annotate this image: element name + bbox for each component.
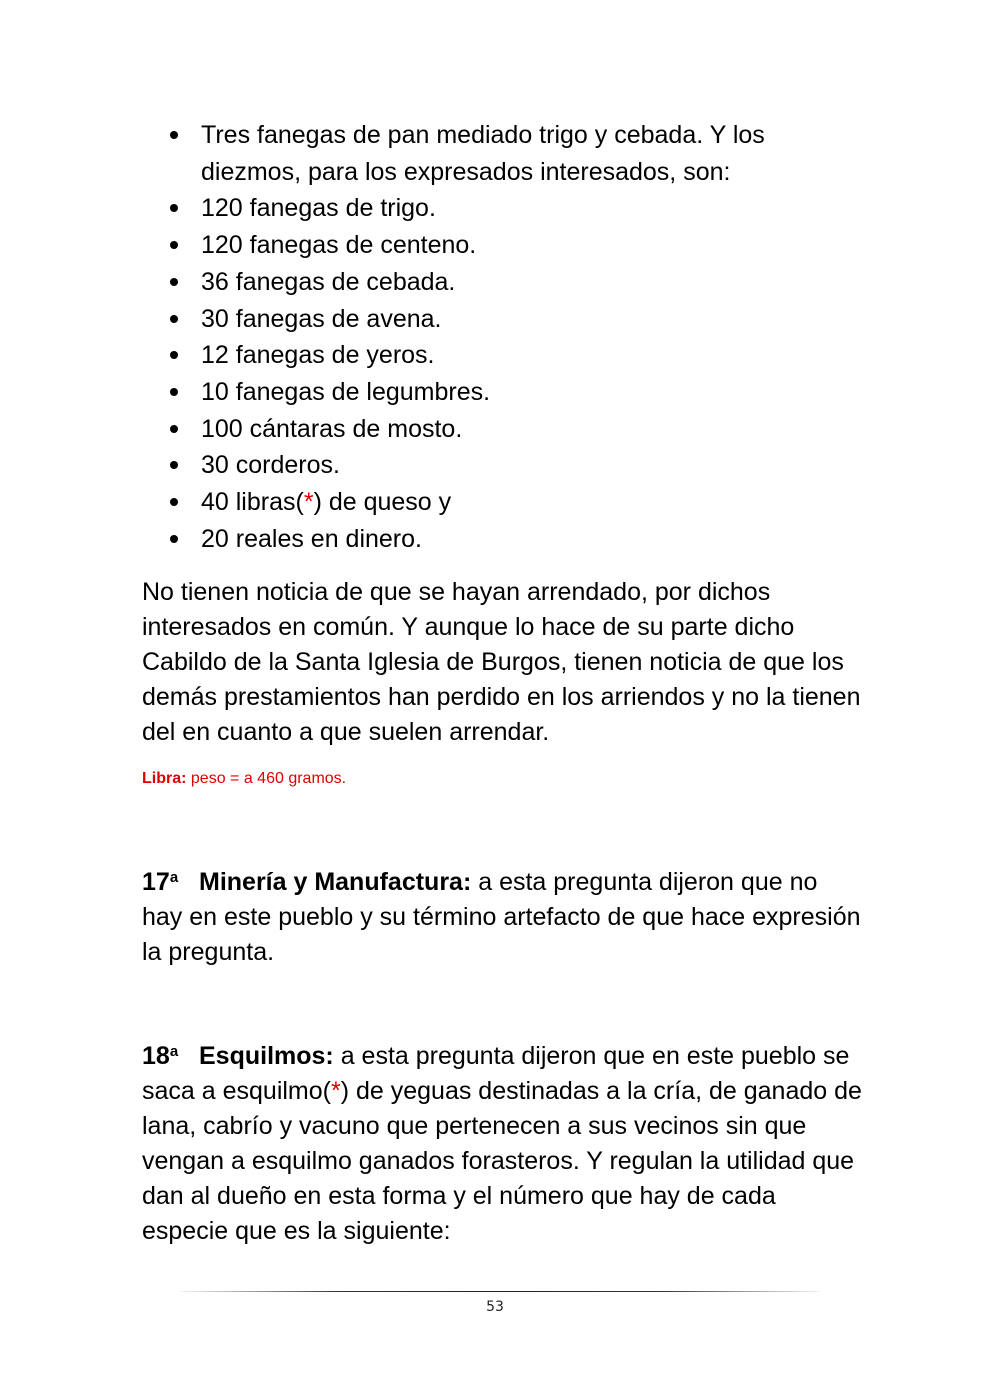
section-heading: Esquilmos: xyxy=(199,1042,334,1070)
list-item-text: 10 fanegas de legumbres. xyxy=(201,377,491,406)
bullet-icon xyxy=(170,278,178,286)
list-item xyxy=(170,264,870,301)
footnote-term: Libra: xyxy=(142,770,187,787)
list-item xyxy=(170,227,870,264)
bullet-icon xyxy=(170,131,178,139)
section-heading: Minería y Manufactura: xyxy=(199,868,472,896)
list-item xyxy=(170,521,870,558)
section-text-post: ) de yeguas destinadas a la cría, de ganado de lana, cabrío y vacuno que pertenecen a sus vecinos sin que vengan a esquilmo ganados forasteros. Y regulan la utilidad que dan al dueño en esta forma y el número que hay de cada especie que es la siguiente: xyxy=(142,1077,862,1245)
bullet-icon xyxy=(170,241,178,249)
list-item-text: 30 fanegas de avena. xyxy=(201,304,442,333)
list-item xyxy=(170,447,870,484)
section-number-digits: 18 xyxy=(142,1042,170,1070)
list-item-text: 20 reales en dinero. xyxy=(201,524,422,553)
body-paragraph: No tienen noticia de que se hayan arrendado, por dichos interesados en común. Y aunque lo hace de su parte dicho Cabildo de la Santa Iglesia de Burgos, tienen noticia de que los demás prestamientos han perdido en los arriendos y no la tienen del en cuanto a que suelen arrendar. xyxy=(142,578,861,746)
bullet-icon xyxy=(170,535,178,543)
list-item-text: 12 fanegas de yeros. xyxy=(201,341,435,370)
list-item-text: 30 corderos. xyxy=(201,451,340,480)
list-item xyxy=(170,374,870,411)
bullet-icon xyxy=(170,388,178,396)
list-item xyxy=(170,411,870,448)
bullet-icon xyxy=(170,351,178,359)
section-number-digits: 17 xyxy=(142,868,170,896)
list-item-text-post: ) de queso y xyxy=(313,488,452,517)
bullet-icon xyxy=(170,425,178,433)
bullet-icon xyxy=(170,461,178,469)
section-number xyxy=(142,1042,178,1070)
bullet-icon xyxy=(170,204,178,212)
page-number: 53 xyxy=(486,1299,504,1315)
list-item xyxy=(170,484,870,521)
footnote-asterisk: * xyxy=(303,488,314,517)
footer-divider xyxy=(180,1291,820,1292)
section-18 xyxy=(142,1034,862,1249)
list-item-text: Tres fanegas de pan mediado trigo y cebada. Y los diezmos, para los expresados interesados, son: xyxy=(201,121,765,186)
bullet-icon xyxy=(170,315,178,323)
section-number xyxy=(142,868,178,896)
bullet-icon xyxy=(170,498,178,506)
section-ordinal: a xyxy=(169,1043,179,1060)
list-item xyxy=(170,117,870,190)
list-item-text: 120 fanegas de centeno. xyxy=(201,231,477,260)
section-text: a esta pregunta dijeron que no hay en este pueblo y su término artefacto de que hace expresión la pregunta. xyxy=(142,868,861,966)
tithe-list xyxy=(170,117,870,557)
list-item-text: 100 cántaras de mosto. xyxy=(201,414,463,443)
footnote-asterisk: * xyxy=(330,1077,341,1105)
section-17 xyxy=(142,860,862,970)
list-item xyxy=(170,301,870,338)
section-text-pre: a esta pregunta dijeron que en este pueblo se saca a esquilmo( xyxy=(142,1042,850,1105)
list-item-text-pre: 40 libras( xyxy=(201,488,304,517)
list-item xyxy=(170,190,870,227)
footnote-text: peso = a 460 gramos. xyxy=(186,770,347,787)
list-item-text: 36 fanegas de cebada. xyxy=(201,267,456,296)
list-item xyxy=(170,337,870,374)
section-ordinal: a xyxy=(169,869,179,886)
list-item-text: 120 fanegas de trigo. xyxy=(201,194,436,223)
footnote xyxy=(142,769,346,789)
